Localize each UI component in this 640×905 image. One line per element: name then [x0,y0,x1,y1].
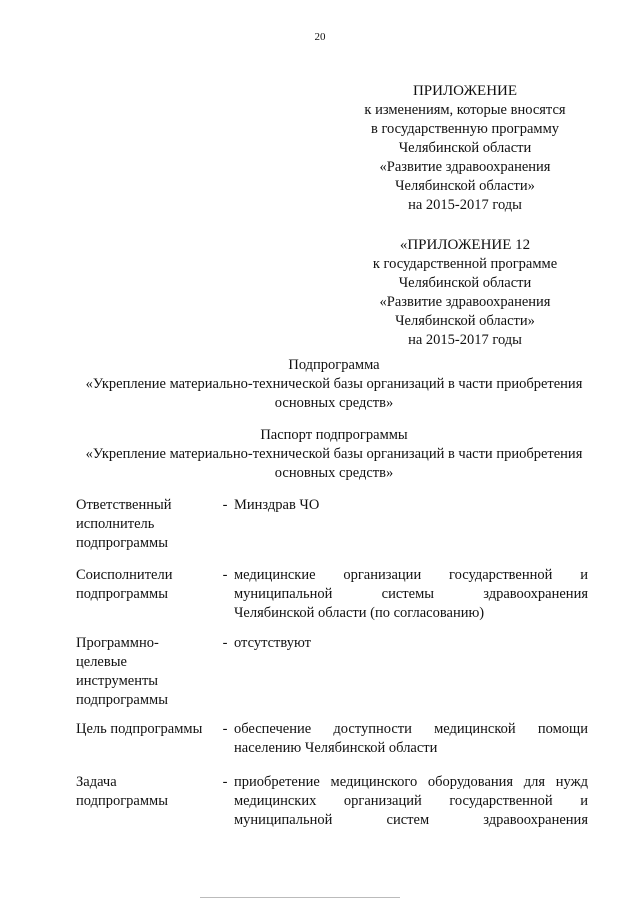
passport-line: Паспорт подпрограммы [260,427,408,443]
row-dash: - [222,635,228,651]
appendix-line: в государственную программу [370,121,559,137]
row-label-line: подпрограммы [76,535,168,551]
row-label [76,566,216,604]
row-dash: - [222,774,228,790]
row-value-line: медицинских организаций государственной и [234,793,588,809]
row-label [76,773,216,811]
row-value-line: муниципальной системы здравоохранения [234,586,588,602]
row-value-line: муниципальной систем здравоохранения [234,812,588,828]
page-bottom-rule [200,897,400,898]
subprogram-line: основных средств» [274,395,394,411]
appendix-heading [340,82,590,215]
row-value [234,720,588,758]
appendix-12-line: Челябинской области [398,275,532,291]
row-value-line: населению Челябинской области [234,740,438,756]
row-value-line: Минздрав ЧО [234,497,320,513]
passport-line: «Укрепление материально-технической базы организаций в части приобретения [85,446,583,462]
row-label-line: Соисполнители [76,567,173,583]
page-number: 20 [314,31,326,43]
subprogram-line: «Укрепление материально-технической базы организаций в части приобретения [85,376,583,392]
row-label [76,634,216,710]
row-label-line: Цель подпрограммы [76,721,203,737]
appendix-title: ПРИЛОЖЕНИЕ [412,83,518,99]
row-label-line: подпрограммы [76,692,168,708]
appendix-12-line: Челябинской области» [395,313,535,329]
row-label-line: Задача [76,774,117,790]
row-dash: - [222,721,228,737]
appendix-line: Челябинской области» [395,178,535,194]
appendix-line: на 2015-2017 годы [408,197,522,213]
row-value-line: обеспечение доступности медицинской помощи [234,721,588,737]
row-label [76,496,216,553]
row-value [234,773,588,830]
passport-line: основных средств» [274,465,394,481]
row-label-line: Программно- [76,635,159,651]
appendix-12-line: «Развитие здравоохранения [379,294,551,310]
row-value [234,496,588,515]
subprogram-title [64,356,604,413]
subprogram-line: Подпрограмма [288,357,380,373]
appendix-12-heading [340,236,590,350]
row-label-line: Ответственный [76,497,172,513]
row-label [76,720,216,739]
row-label-line: подпрограммы [76,586,168,602]
row-label-line: инструменты [76,673,159,689]
row-value [234,566,588,623]
row-dash: - [222,497,228,513]
appendix-line: к изменениям, которые вносятся [364,102,566,118]
appendix-12-line: на 2015-2017 годы [408,332,522,348]
appendix-line: «Развитие здравоохранения [379,159,551,175]
appendix-12-title: «ПРИЛОЖЕНИЕ 12 [399,237,531,253]
appendix-12-line: к государственной программе [372,256,558,272]
row-label-line: подпрограммы [76,793,168,809]
row-value-line: медицинские организации государственной и [234,567,588,583]
appendix-line: Челябинской области [398,140,532,156]
passport-title [64,426,604,483]
row-label-line: исполнитель [76,516,155,532]
row-value-line: отсутствуют [234,635,311,651]
row-label-line: целевые [76,654,127,670]
row-value-line: Челябинской области (по согласованию) [234,605,485,621]
row-dash: - [222,567,228,583]
row-value-line: приобретение медицинского оборудования для нужд [234,774,588,790]
row-value [234,634,588,653]
